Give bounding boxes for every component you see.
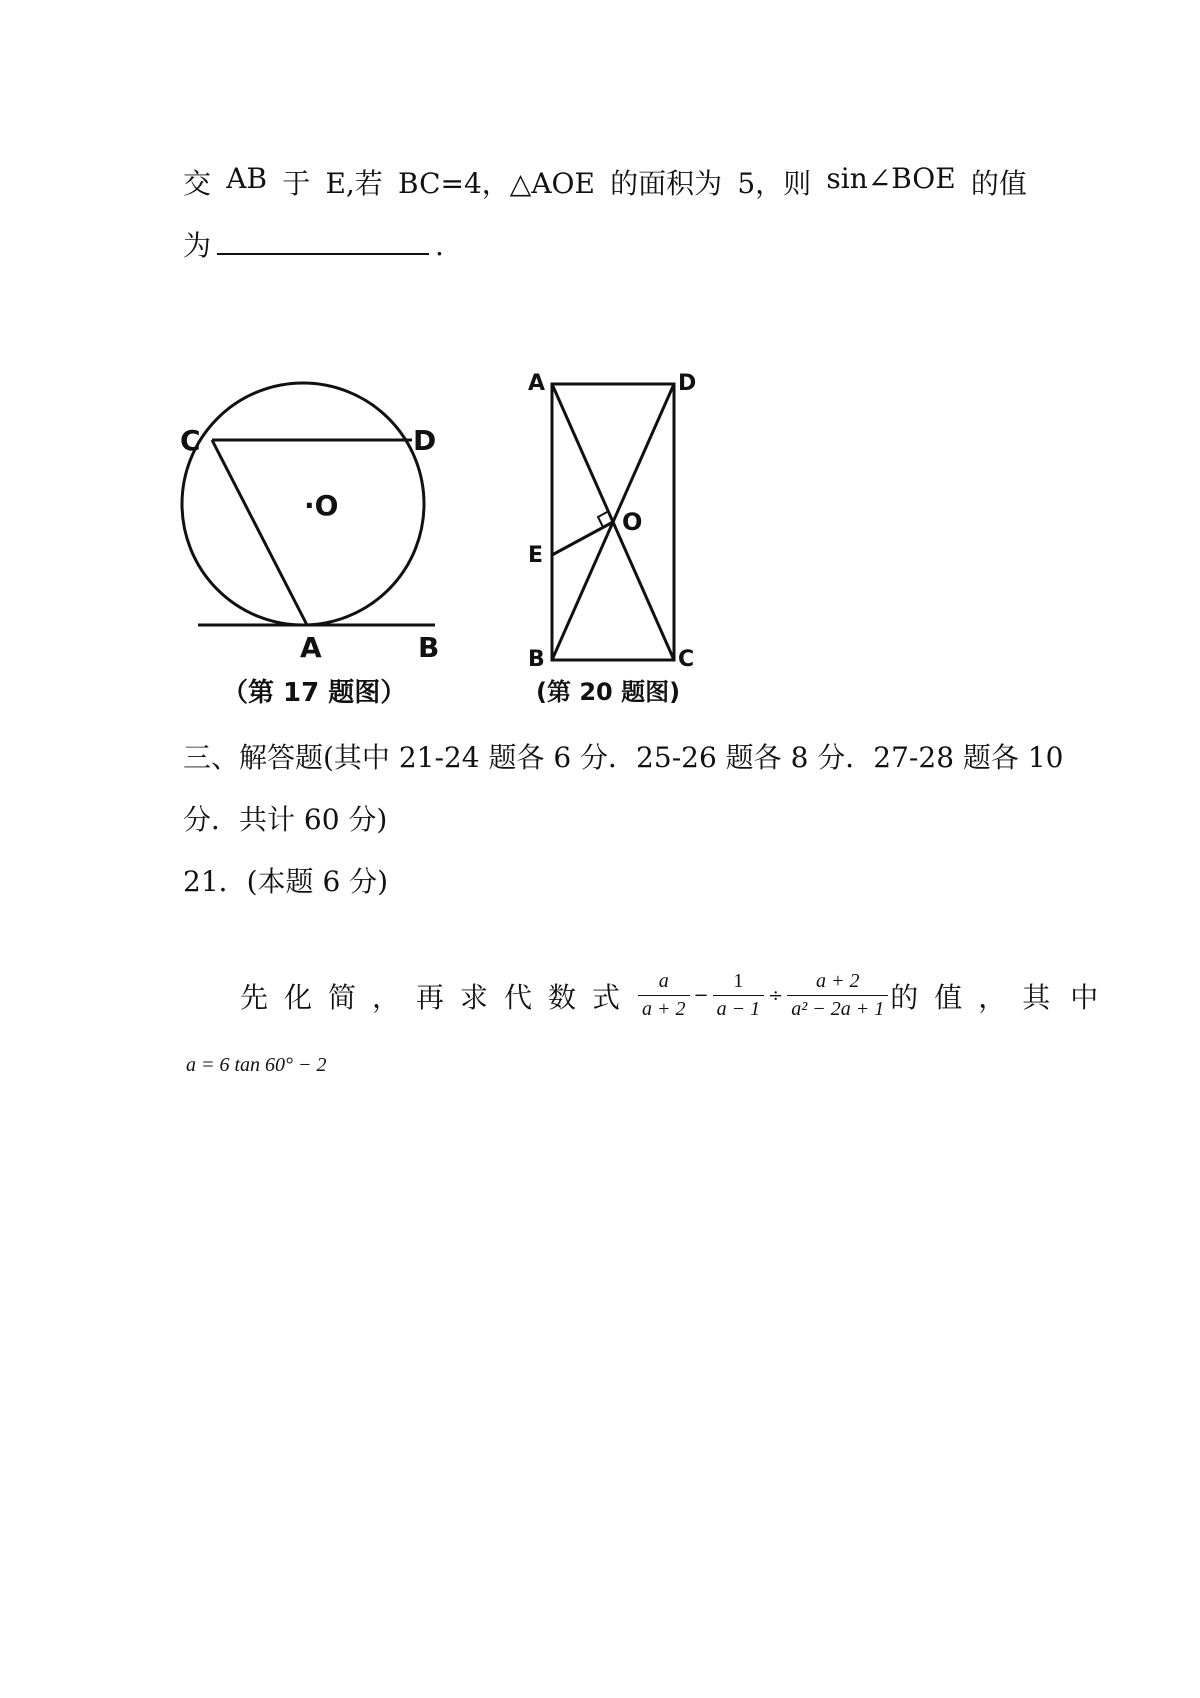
fraction-3 bbox=[787, 970, 888, 1021]
label-b: B bbox=[528, 647, 545, 670]
q20-line-2 bbox=[183, 224, 444, 264]
label-c: C bbox=[678, 647, 695, 670]
label-c: C bbox=[180, 424, 201, 457]
fraction-1 bbox=[638, 970, 690, 1021]
fraction-3-denominator: a² − 2a + 1 bbox=[787, 995, 888, 1021]
figure-17-caption: （第 17 题图） bbox=[222, 678, 407, 708]
q20-word: 交 bbox=[183, 167, 212, 200]
q21-header: 21．(本题 6 分) bbox=[183, 865, 389, 898]
q20-word: BC=4，△AOE bbox=[397, 167, 595, 200]
q21-prompt-left: 先化简，再求代数式 bbox=[240, 980, 637, 1014]
q20-word: AB bbox=[226, 162, 268, 195]
fraction-1-denominator: a + 2 bbox=[638, 995, 690, 1021]
q20-word: 的值 bbox=[970, 167, 1027, 200]
minus-operator: − bbox=[693, 985, 709, 1006]
circle-o bbox=[182, 383, 424, 625]
q20-word: 于 bbox=[282, 167, 311, 200]
fraction-2 bbox=[713, 970, 765, 1021]
figure-17 bbox=[170, 360, 470, 680]
q21-prompt-right: 其中 bbox=[1022, 980, 1119, 1014]
fraction-3-numerator: a + 2 bbox=[815, 970, 860, 992]
q20-word: 5，则 bbox=[737, 167, 812, 200]
q21-expression bbox=[636, 970, 890, 1021]
q21-prompt bbox=[240, 970, 1119, 1021]
q20-prefix: 为 bbox=[183, 229, 212, 262]
q20-word: E,若 bbox=[325, 167, 383, 200]
q21-prompt-mid: 的值， bbox=[890, 980, 1023, 1014]
q20-suffix: . bbox=[435, 229, 444, 262]
fraction-2-numerator: 1 bbox=[733, 970, 744, 992]
fraction-1-numerator: a bbox=[658, 970, 669, 992]
label-a: A bbox=[300, 631, 322, 664]
section-3-line-2: 分．共计 60 分) bbox=[183, 803, 388, 836]
answer-blank[interactable] bbox=[217, 227, 429, 255]
label-o: ·O bbox=[304, 489, 339, 522]
fraction-2-denominator: a − 1 bbox=[713, 995, 765, 1021]
q20-word: sin∠BOE bbox=[826, 162, 956, 195]
q20-word: 的面积为 bbox=[610, 167, 723, 200]
q20-line-1 bbox=[183, 162, 1027, 202]
q21-condition: a = 6 tan 60° − 2 bbox=[186, 1054, 327, 1076]
label-d: D bbox=[678, 371, 697, 396]
label-a: A bbox=[528, 371, 546, 396]
label-d: D bbox=[413, 424, 437, 457]
label-o: O bbox=[622, 508, 643, 536]
divide-operator: ÷ bbox=[768, 985, 784, 1006]
label-e: E bbox=[528, 543, 544, 568]
figure-20-caption: (第 20 题图) bbox=[536, 678, 681, 706]
figure-20 bbox=[520, 360, 720, 670]
segment-oe bbox=[552, 522, 613, 555]
section-3-line-1: 三、解答题(其中 21-24 题各 6 分．25-26 题各 8 分．27-28 题各 10 bbox=[183, 741, 1064, 774]
label-b: B bbox=[418, 631, 440, 664]
